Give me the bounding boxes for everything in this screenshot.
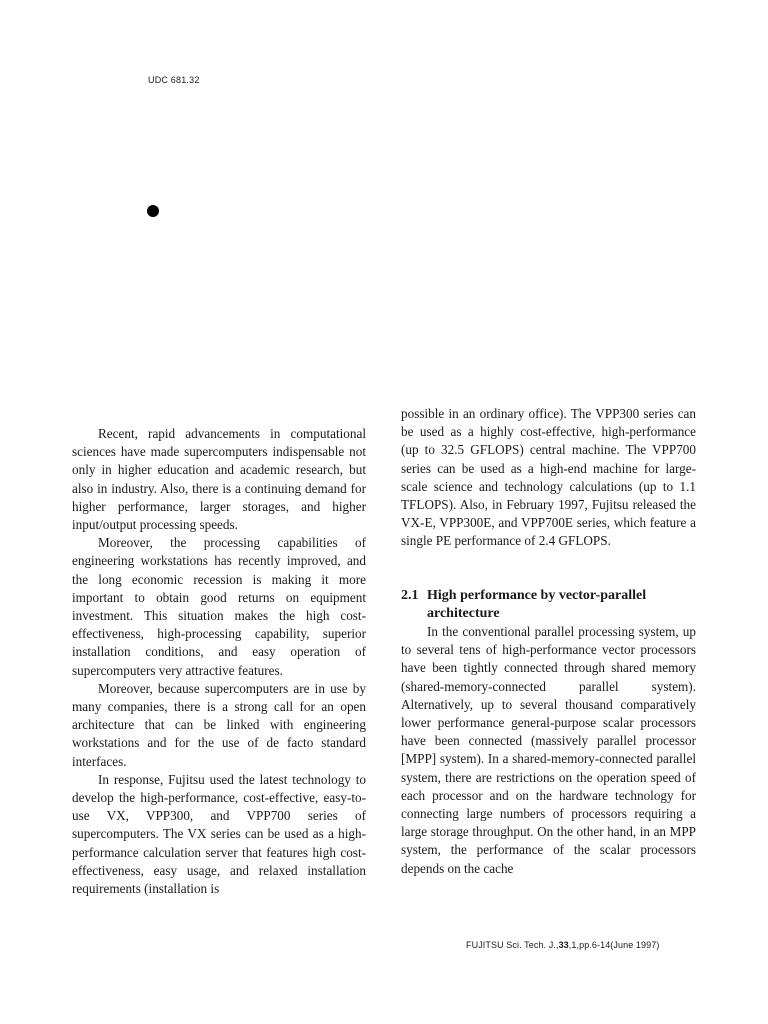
right-column	[401, 405, 696, 878]
journal-name: FUJITSU Sci. Tech. J.,	[466, 940, 559, 950]
body-paragraph: In response, Fujitsu used the latest technology to develop the high-performance, cost-effective, easy-to-use VX, VPP300, and VPP700 series of supercomputers. The VX series can be used as a high-performance calculation server that features high cost-effectiveness, easy usage, and relaxed installation requirements (installation is	[72, 771, 366, 897]
journal-issue-pages: ,1,pp.6-14(June 1997)	[568, 940, 660, 950]
body-paragraph: Moreover, the processing capabilities of engineering workstations has recently improved, and the long economic recession is making it more important to obtain good returns on equipment investment. This situation makes the high cost-effectiveness, high-processing capability, superior installation conditions, and easy operation of supercomputers very attractive features.	[72, 535, 366, 678]
left-column	[72, 425, 366, 898]
udc-classification: UDC 681.32	[148, 75, 200, 85]
body-paragraph: Recent, rapid advancements in computational sciences have made supercomputers indispensable not only in higher education and academic research, but also in industry. Also, there is a continuing demand for higher performance, larger storages, and higher input/output processing speeds.	[72, 426, 366, 533]
journal-citation	[466, 940, 659, 950]
journal-volume: 33	[558, 940, 569, 950]
bullet-icon	[147, 205, 159, 217]
body-paragraph-continued: possible in an ordinary office). The VPP300 series can be used as a highly cost-effective, high-performance (up to 32.5 GFLOPS) central machine. The VPP700 series can be used as a high-end machine for large-scale science and technology calculations (up to 1.1 TFLOPS). Also, in February 1997, Fujitsu released the VX-E, VPP300E, and VPP700E series, which feature a single PE performance of 2.4 GFLOPS.	[401, 406, 696, 549]
section-title: High performance by vector-parallel architecture	[427, 587, 647, 621]
section-number: 2.1	[401, 587, 419, 603]
body-paragraph: Moreover, because supercomputers are in use by many companies, there is a strong call for an open architecture that can be linked with engineering workstations and for the use of de facto standard interfaces.	[72, 680, 366, 769]
section-heading	[401, 587, 696, 623]
body-paragraph: In the conventional parallel processing system, up to several tens of high-performance vector processors have been tightly connected through shared memory (shared-memory-connected parallel system). Alternatively, up to several thousand comparatively lower performance general-purpose scalar processors have been connected (massively parallel processor [MPP] system). In a shared-memory-connected parallel system, there are restrictions on the operation speed of each processor and on the hardware technology for connecting large numbers of processors requiring a large storage throughput. On the other hand, in an MPP system, the performance of the scalar processors depends on the cache	[401, 624, 696, 876]
